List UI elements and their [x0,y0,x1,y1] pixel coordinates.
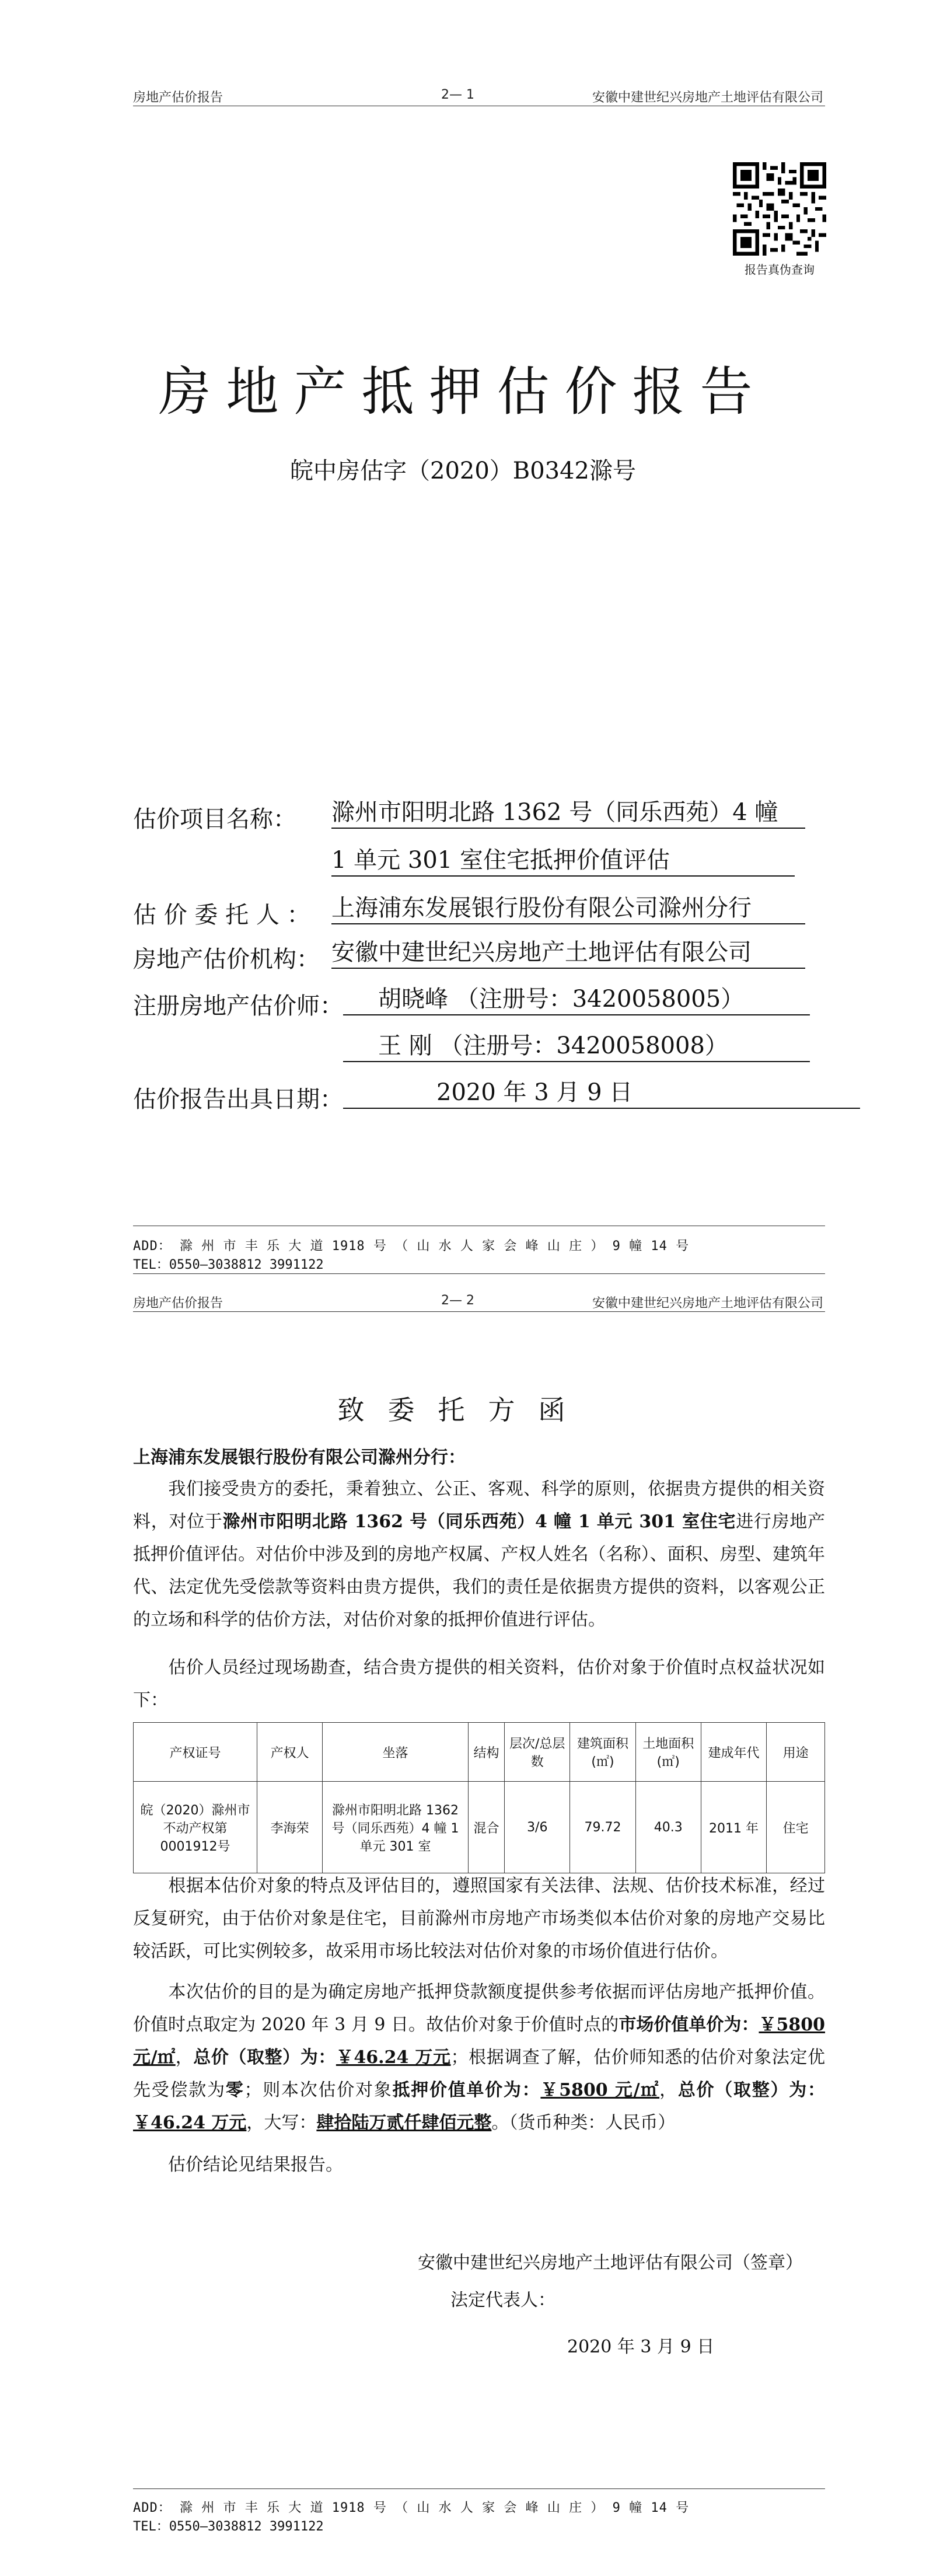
p4-text-o: ，大写： [246,2113,317,2133]
mortgage-total-price: ￥46.24 万元 [133,2113,247,2133]
letter-paragraph-4 [133,1976,825,2139]
letter-paragraph-1 [133,1473,825,1636]
mortgage-unit-price-label: 抵押价值单价为： [392,2080,541,2100]
p4-comma-1: ， [175,2047,194,2068]
table-header-row [134,1723,825,1782]
page2-footer-rule [133,2488,825,2489]
page1-header-page-number: 2— 1 [441,88,474,102]
priority-claim-value: 零 [225,2080,244,2100]
signature-company: 安徽中建世纪兴房地产土地评估有限公司（签章） [418,2253,803,2273]
report-title: 房地产抵押估价报告 [158,361,768,423]
land-area-cell: 40.3 [635,1782,701,1873]
agency-label: 房地产估价机构： [133,946,320,973]
page2-footer-tel: TEL：0550—3038812 3991122 [133,2519,324,2534]
market-total-label: 总价（取整）为： [193,2047,336,2068]
page2-header-right: 安徽中建世纪兴房地产土地评估有限公司 [592,1296,824,1311]
p5-text: 估价结论见结果报告。 [168,2155,343,2175]
market-total-price: ￥46.24 万元 [336,2047,451,2068]
page1-header-left: 房地产估价报告 [133,90,223,105]
project-name-value-1: 滁州市阳明北路 1362 号（同乐西苑）4 幢 [331,797,805,829]
appraiser-1: 胡晓峰 （注册号：3420058005） [343,984,810,1015]
table-header-cell: 建成年代 [701,1723,766,1782]
agency-value: 安徽中建世纪兴房地产土地评估有限公司 [331,937,805,969]
letter-title: 致委托方函 [337,1394,589,1426]
table-row [134,1782,825,1873]
page1-header-right: 安徽中建世纪兴房地产土地评估有限公司 [592,90,824,105]
page2-header-rule [133,1311,825,1312]
mortgage-total-label: 总价（取整）为： [677,2080,826,2100]
qr-verify-label: 报告真伪查询 [745,263,815,277]
market-unit-price: ￥5800 元/㎡ [133,2015,826,2068]
table-header-cell: 坐落 [323,1723,468,1782]
signature-legal-rep: 法定代表人： [450,2290,555,2310]
letter-paragraph-5 [133,2149,825,2181]
table-header-cell: 结构 [468,1723,504,1782]
table-header-cell: 产权人 [257,1723,323,1782]
client-value: 上海浦东发展银行股份有限公司滁州分行 [331,893,805,924]
market-unit-price-label: 市场价值单价为： [619,2015,759,2035]
p1-property-address: 滁州市阳明北路 1362 号（同乐西苑）4 幢 1 单元 301 室住宅 [222,1512,736,1532]
usage-cell: 住宅 [767,1782,825,1873]
p1-text-a: 我们接受贵方的委托，秉着独立、公正、客观、科学的原则，依据贵方提供的相关资料，对位于 [133,1479,825,1532]
page2-footer-address: ADD： 滁 州 市 丰 乐 大 道 1918 号 （ 山 水 人 家 会 峰 山 庄 ） 9 幢 14 号 [133,2501,690,2515]
qr-code-icon[interactable] [733,162,826,256]
p3-text: 根据本估价对象的特点及评估目的，遵照国家有关法律、法规、估价技术标准，经过反复研究，由于估价对象是住宅，目前滁州市房地产市场类似本估价对象的房地产交易比较活跃，可比实例较多，故采用市场比较法对估价对象的市场价值进行估价。 [133,1876,825,1961]
build-year-cell: 2011 年 [701,1782,766,1873]
table-header-cell: 用途 [767,1723,825,1782]
table-header-cell: 建筑面积(㎡) [570,1723,635,1782]
table-header-cell: 层次/总层数 [505,1723,570,1782]
signature-date: 2020 年 3 月 9 日 [567,2337,715,2357]
owner-cell: 李海荣 [257,1782,323,1873]
p1-text-c: 进行房地产抵押价值评估。对估价中涉及到的房地产权属、产权人姓名（名称）、面积、房型、建筑年代、法定优先受偿款等资料由贵方提供，我们的责任是依据贵方提供的资料，以客观公正的立场和科学的估价方法，对估价对象的抵押价值进行评估。 [133,1512,826,1630]
page1-footer-address: ADD： 滁 州 市 丰 乐 大 道 1918 号 （ 山 水 人 家 会 峰 山 庄 ） 9 幢 14 号 [133,1239,690,1254]
report-number: 皖中房估字（2020）B0342滁号 [290,458,636,484]
project-name-label: 估价项目名称： [133,806,296,833]
p4-comma-2: ， [659,2080,678,2100]
issue-date-label: 估价报告出具日期： [133,1086,343,1113]
letter-paragraph-2 [133,1652,825,1717]
mortgage-total-in-words: 肆拾陆万贰仟肆佰元整 [316,2113,492,2133]
p4-text-q: 。（货币种类：人民币） [491,2113,676,2133]
letter-paragraph-3 [133,1870,825,1968]
building-area-cell: 79.72 [570,1782,635,1873]
issue-date-value: 2020 年 3 月 9 日 [343,1077,860,1109]
p4-text-a: 本次估价的目的是为确定房地产抵押贷款额度提供参考依据而评估房地产抵押价值。价值时点取定为 2020 年 3 月 9 日。故估价对象于价值时点的 [133,1982,825,2035]
page-separator-rule [133,1273,825,1274]
appraiser-label: 注册房地产估价师： [133,993,343,1020]
table-header-cell: 土地面积(㎡) [635,1723,701,1782]
p4-text-i: ；则本次估价对象 [244,2080,393,2100]
table-header-cell: 产权证号 [134,1723,257,1782]
location-cell: 滁州市阳明北路 1362 号（同乐西苑）4 幢 1 单元 301 室 [323,1782,468,1873]
p2-text: 估价人员经过现场勘查，结合贵方提供的相关资料，估价对象于价值时点权益状况如下： [133,1657,825,1711]
project-name-value-2: 1 单元 301 室住宅抵押价值评估 [331,845,795,877]
mortgage-unit-price: ￥5800 元/㎡ [540,2080,660,2100]
property-info-table [133,1722,825,1873]
page1-footer-tel: TEL：0550—3038812 3991122 [133,1258,324,1272]
appraiser-2: 王 刚 （注册号：3420058008） [343,1031,810,1062]
floor-cell: 3/6 [505,1782,570,1873]
client-label: 估 价 委 托 人 ： [133,902,310,929]
page2-header-page-number: 2— 2 [441,1293,474,1308]
page2-header-left: 房地产估价报告 [133,1296,223,1311]
p4-text-g: ；根据调查了解，估价师知悉的估价对象法定优先受偿款为 [133,2047,826,2100]
letter-recipient: 上海浦东发展银行股份有限公司滁州分行： [133,1447,466,1468]
structure-cell: 混合 [468,1782,504,1873]
cert-number-cell: 皖（2020）滁州市不动产权第0001912号 [134,1782,257,1873]
